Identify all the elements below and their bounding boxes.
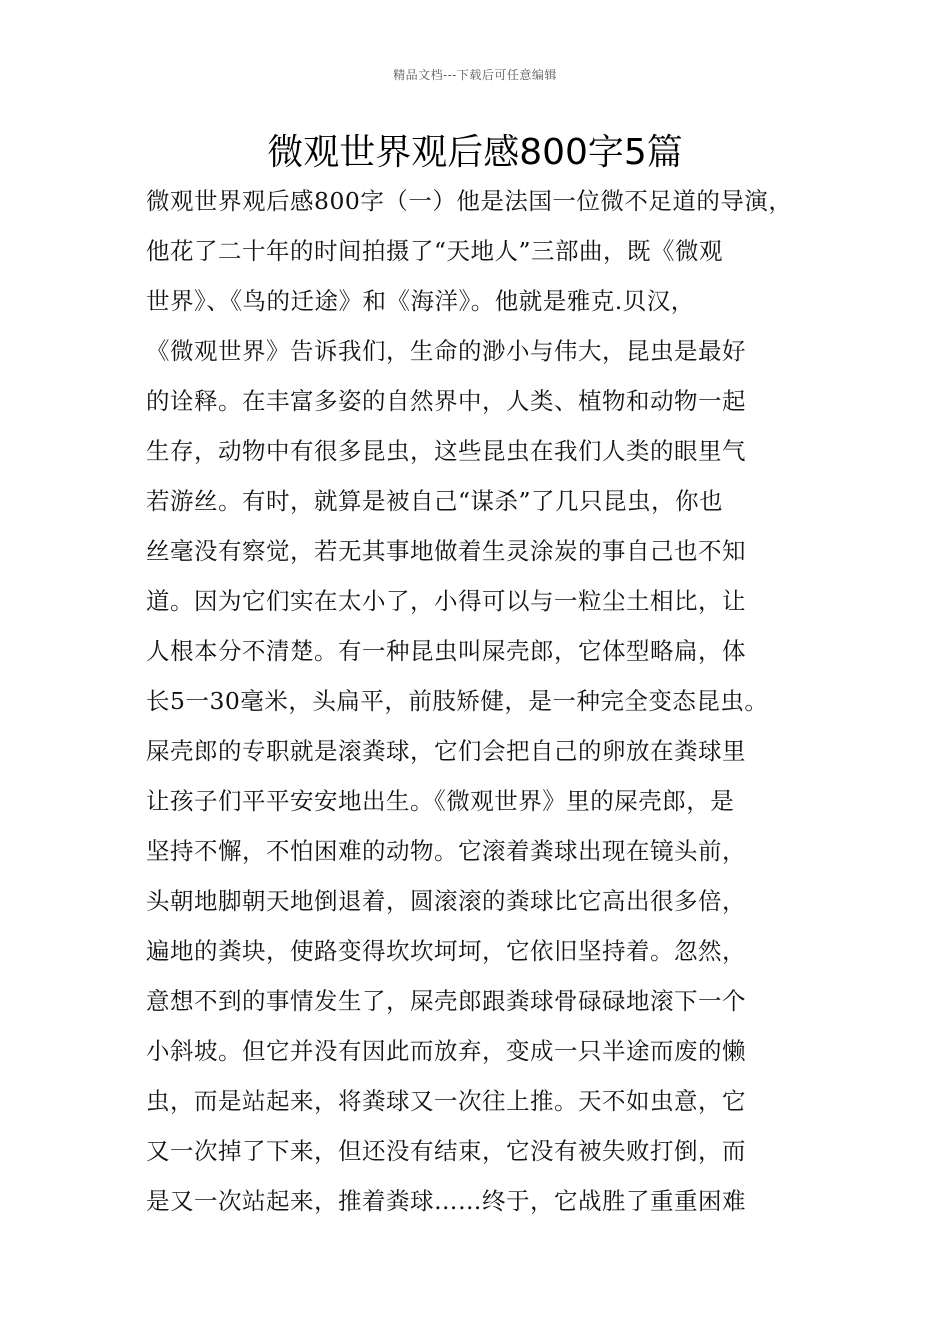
body-line: 人根本分不清楚。有一种昆虫叫屎壳郎，它体型略扁，体: [146, 637, 746, 665]
body-line: 世界》、《鸟的迁途》和《海洋》。他就是雅克.贝汉，: [146, 287, 695, 315]
document-title: 微观世界观后感800字5篇: [267, 132, 683, 173]
body-line: 的诠释。在丰富多姿的自然界中，人类、植物和动物一起: [146, 387, 746, 415]
body-line: 又一次掉了下来，但还没有结束，它没有被失败打倒，而: [146, 1137, 746, 1165]
body-line: 道。因为它们实在太小了，小得可以与一粒尘土相比，让: [146, 587, 746, 615]
body-line: 微观世界观后感800字（一）他是法国一位微不足道的导演，: [146, 187, 793, 215]
body-line: 生存，动物中有很多昆虫，这些昆虫在我们人类的眼里气: [146, 437, 746, 465]
body-line: 坚持不懈，不怕困难的动物。它滚着粪球出现在镜头前，: [146, 837, 746, 865]
body-line: 若游丝。有时，就算是被自己“谋杀”了几只昆虫，你也: [146, 487, 724, 515]
body-line: 屎壳郎的专职就是滚粪球，它们会把自己的卵放在粪球里: [146, 737, 746, 765]
header-note: 精品文档---下载后可任意编辑: [393, 68, 557, 82]
body-line: 虫，而是站起来，将粪球又一次往上推。天不如虫意，它: [146, 1087, 746, 1115]
body-line: 意想不到的事情发生了，屎壳郎跟粪球骨碌碌地滚下一个: [146, 987, 746, 1015]
body-line: 丝毫没有察觉，若无其事地做着生灵涂炭的事自己也不知: [146, 537, 746, 565]
body-line: 让孩子们平平安安地出生。《微观世界》里的屎壳郎，是: [146, 787, 735, 815]
body-line: 是又一次站起来，推着粪球……终于，它战胜了重重困难: [146, 1187, 746, 1215]
body-text: [146, 176, 846, 1226]
body-line: 他花了二十年的时间拍摄了“天地人”三部曲，既《微观: [146, 237, 724, 265]
body-line: 遍地的粪块，使路变得坎坎坷坷，它依旧坚持着。忽然，: [146, 937, 746, 965]
body-line: 小斜坡。但它并没有因此而放弃，变成一只半途而废的懒: [146, 1037, 746, 1065]
body-line: 《微观世界》告诉我们，生命的渺小与伟大，昆虫是最好: [146, 337, 746, 365]
body-line: 头朝地脚朝天地倒退着，圆滚滚的粪球比它高出很多倍，: [146, 887, 746, 915]
body-line: 长5一30毫米，头扁平，前肢矫健，是一种完全变态昆虫。: [146, 687, 769, 715]
